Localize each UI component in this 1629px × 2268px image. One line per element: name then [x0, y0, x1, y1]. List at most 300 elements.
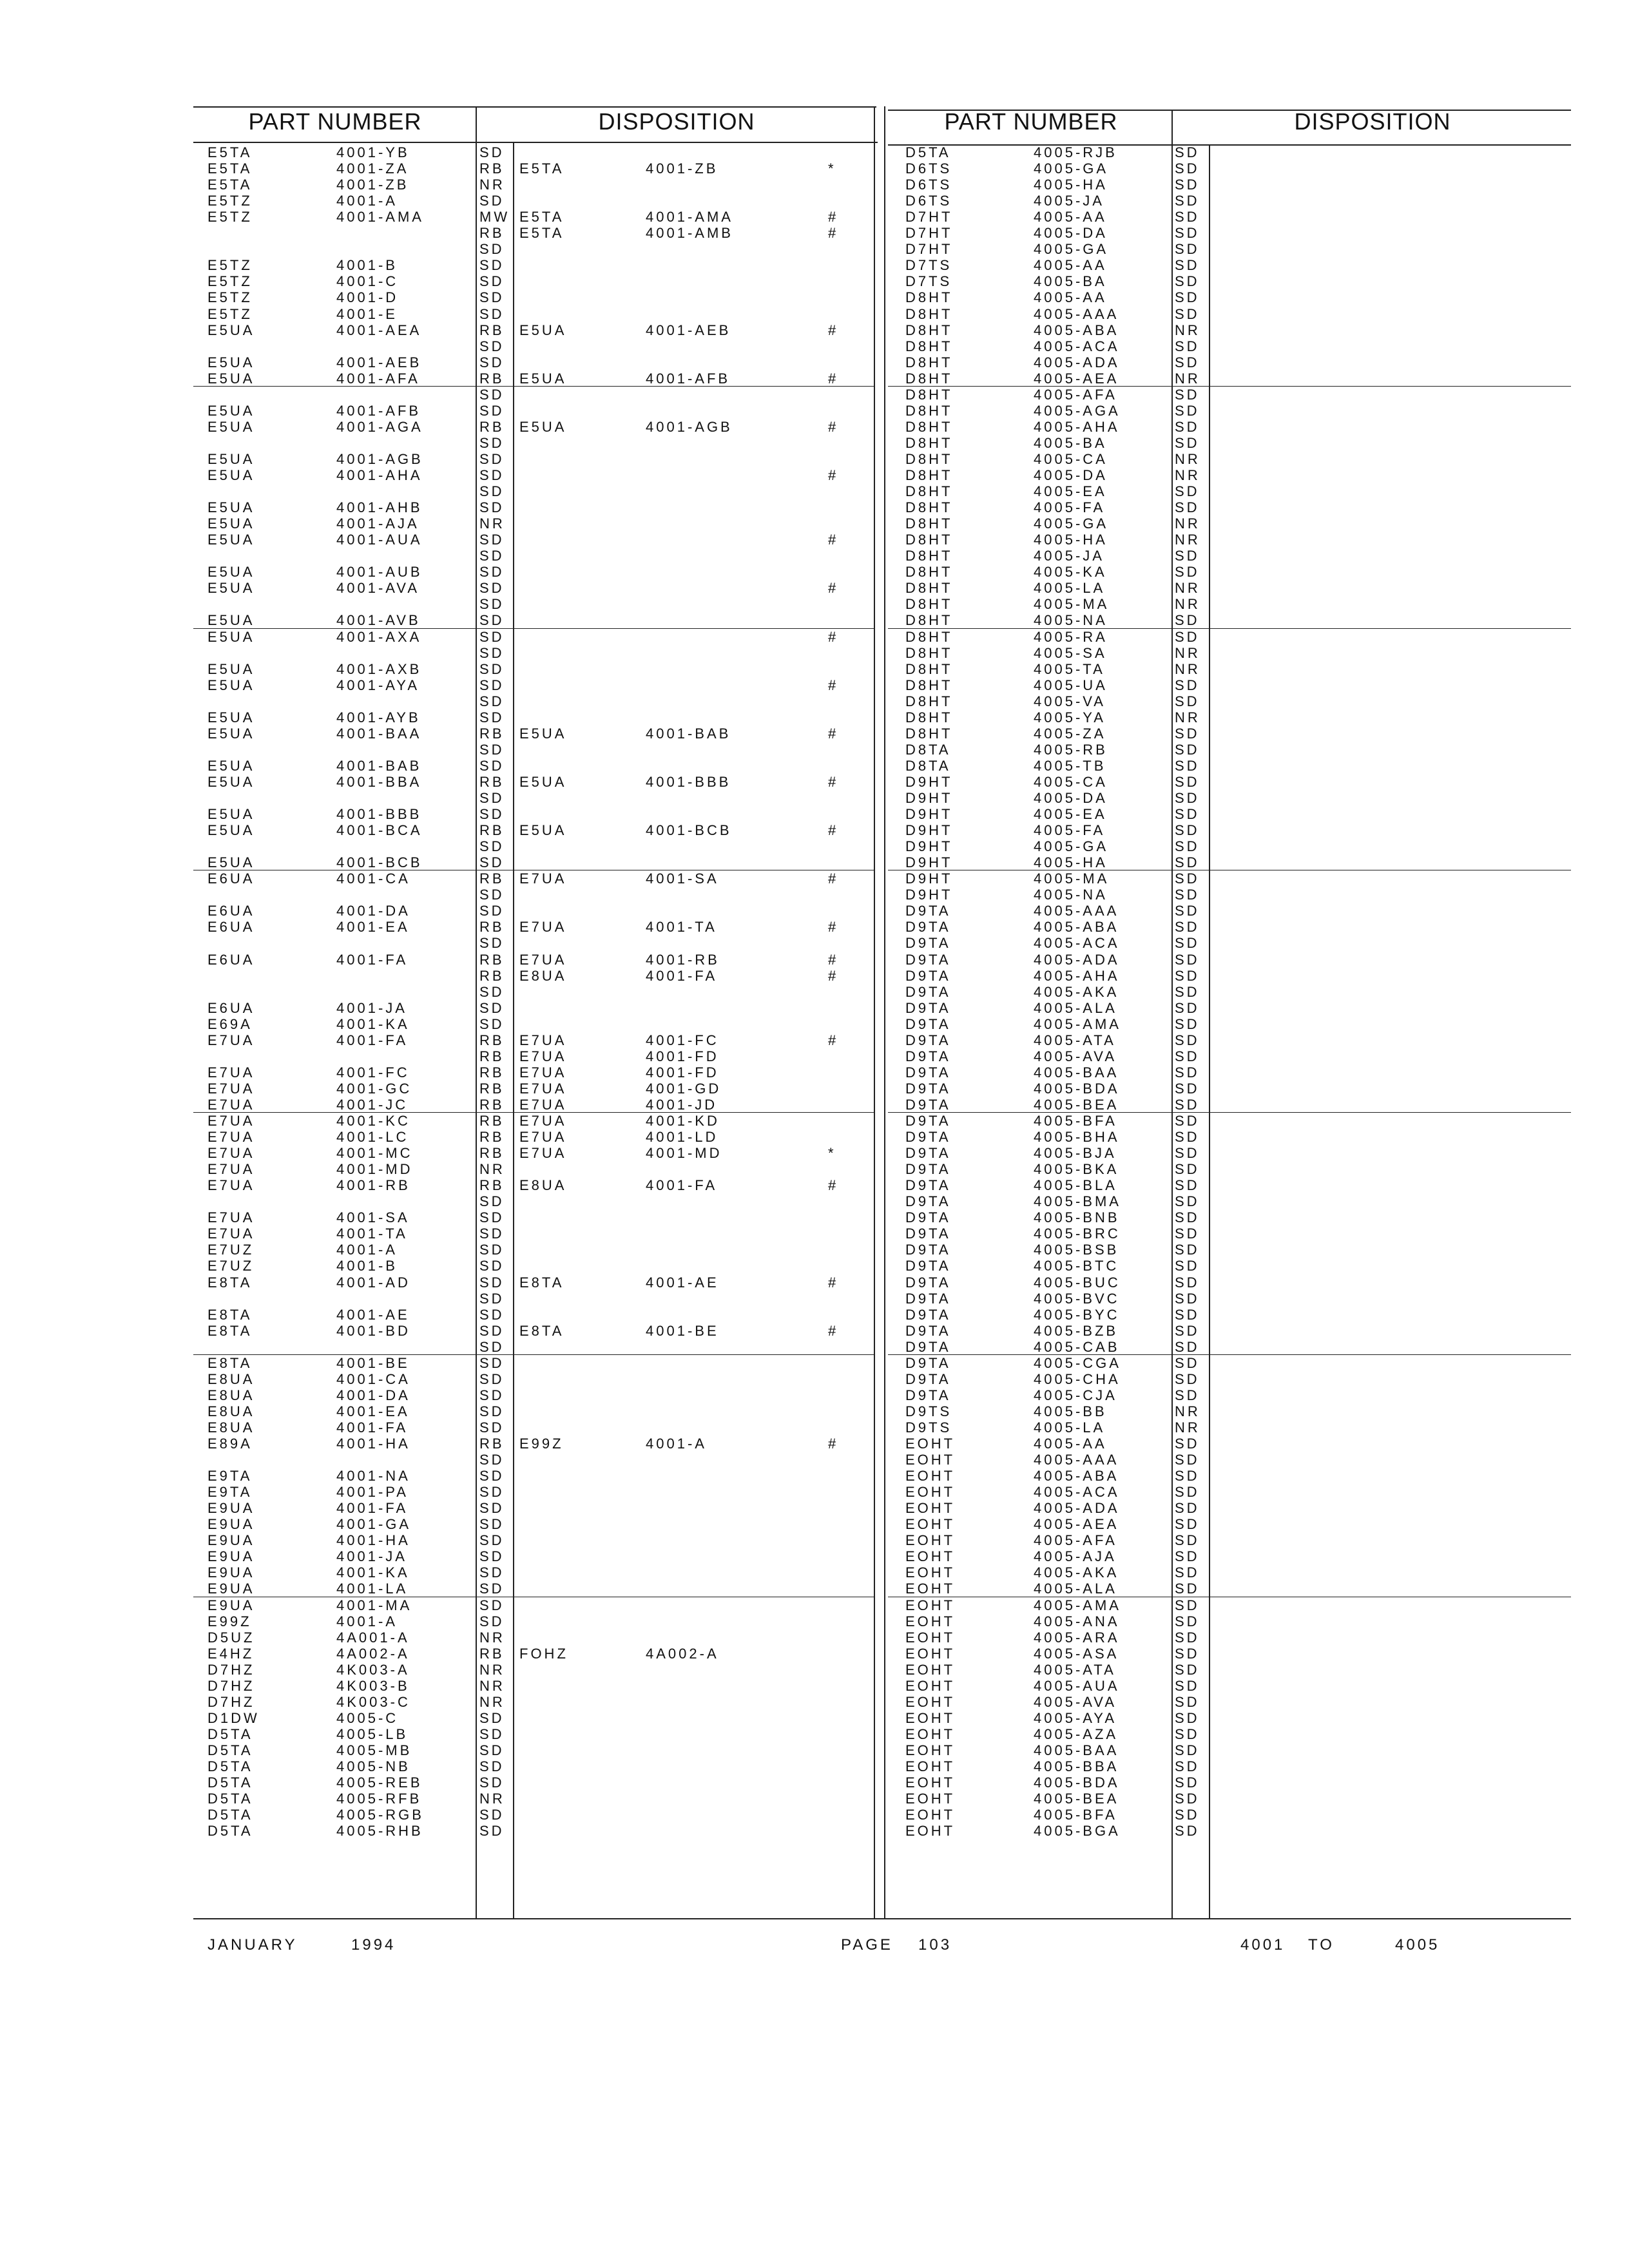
part-prefix: D9TA	[905, 1370, 951, 1387]
disposition-code: SD	[1175, 1096, 1200, 1113]
disposition-code: SD	[1175, 1064, 1200, 1081]
part-number: 4005-RFB	[336, 1791, 422, 1807]
disposition-code: SD	[1175, 951, 1200, 968]
part-prefix: D8HT	[905, 354, 953, 370]
disposition-code: SD	[1175, 1452, 1200, 1468]
part-number: 4001-BD	[336, 1322, 410, 1339]
disposition-code: RB	[479, 951, 505, 968]
part-prefix: D9TA	[905, 1015, 951, 1032]
part-number: 4001-ZB	[336, 177, 409, 193]
part-number: 4001-MA	[336, 1597, 412, 1613]
part-number: 4005-BBA	[1034, 1758, 1119, 1774]
disposition-code: NR	[479, 1661, 505, 1678]
group-separator-line	[888, 386, 1571, 387]
part-number: 4001-BAB	[336, 757, 422, 774]
note-mark: *	[828, 1145, 836, 1162]
part-prefix: E5TA	[207, 160, 253, 177]
part-prefix: D6TS	[905, 193, 952, 209]
part-number: 4005-AHA	[1034, 967, 1120, 984]
part-number: 4001-AXA	[336, 628, 422, 645]
disposition-code: SD	[479, 434, 505, 451]
part-prefix: E5UA	[207, 354, 255, 370]
replacement-prefix: E7UA	[519, 919, 567, 936]
part-prefix: D8TA	[905, 741, 951, 758]
part-number: 4001-AEB	[336, 354, 422, 370]
disposition-code: SD	[479, 1387, 505, 1403]
part-number: 4001-E	[336, 305, 398, 322]
replacement-prefix: E5UA	[519, 725, 567, 742]
part-prefix: D9TS	[905, 1403, 952, 1419]
part-prefix: D9TA	[905, 951, 951, 968]
part-prefix: EOHT	[905, 1548, 956, 1565]
part-prefix: E5UA	[207, 709, 255, 726]
disposition-code: SD	[479, 289, 505, 306]
part-prefix: EOHT	[905, 1597, 956, 1613]
part-prefix: D7TS	[905, 257, 952, 274]
part-prefix: E5TZ	[207, 273, 253, 290]
part-prefix: D8HT	[905, 660, 953, 677]
replacement-prefix: E7UA	[519, 1080, 567, 1097]
part-prefix: E9UA	[207, 1516, 255, 1533]
part-prefix: E7UZ	[207, 1258, 255, 1274]
center-divider-b	[884, 106, 885, 1918]
part-prefix: D9HT	[905, 854, 953, 871]
replacement-number: 4001-BCB	[646, 822, 732, 839]
replacement-number: 4001-AMB	[646, 225, 733, 242]
part-prefix: E9TA	[207, 1484, 253, 1501]
replacement-number: 4001-KD	[646, 1113, 720, 1129]
disposition-code: SD	[479, 903, 505, 919]
disposition-code: SD	[479, 1597, 505, 1613]
part-number: 4001-SA	[336, 1209, 410, 1226]
part-number: 4005-AA	[1034, 209, 1107, 226]
header-bottom-rule	[193, 142, 878, 143]
part-prefix: E7UA	[207, 1096, 255, 1113]
part-number: 4005-FA	[1034, 822, 1106, 839]
replacement-prefix: FOHZ	[519, 1645, 568, 1662]
disposition-code: NR	[479, 1693, 505, 1710]
disposition-code: SD	[1175, 1823, 1200, 1840]
disposition-code: NR	[1175, 596, 1200, 613]
footer-year: 1994	[351, 1936, 396, 1954]
part-number: 4001-PA	[336, 1484, 409, 1501]
disposition-code: NR	[1175, 580, 1200, 597]
note-mark: #	[828, 628, 839, 645]
part-number: 4005-RHB	[336, 1823, 423, 1840]
disposition-code: NR	[479, 1677, 505, 1694]
part-prefix: EOHT	[905, 1807, 956, 1823]
part-prefix: E9UA	[207, 1548, 255, 1565]
part-number: 4001-AFA	[336, 370, 420, 387]
group-separator-line	[888, 1354, 1571, 1355]
part-number: 4005-BA	[1034, 273, 1107, 290]
part-prefix: D5TA	[207, 1774, 253, 1791]
disposition-code: MW	[479, 209, 510, 226]
part-prefix: EOHT	[905, 1725, 956, 1742]
part-number: 4001-BCB	[336, 854, 423, 871]
part-prefix: D9TA	[905, 903, 951, 919]
part-prefix: E8TA	[207, 1322, 253, 1339]
part-number: 4001-HA	[336, 1436, 410, 1452]
part-prefix: E5TZ	[207, 193, 253, 209]
disposition-code: SD	[1175, 1484, 1200, 1501]
disposition-code: SD	[479, 1338, 505, 1355]
replacement-prefix: E5TA	[519, 160, 564, 177]
disposition-code: RB	[479, 725, 505, 742]
part-prefix: D9TA	[905, 967, 951, 984]
disposition-code: SD	[1175, 1177, 1200, 1194]
part-number: 4001-MD	[336, 1161, 413, 1178]
part-prefix: E7UZ	[207, 1242, 255, 1258]
disposition-code: RB	[479, 418, 505, 435]
part-prefix: EOHT	[905, 1500, 956, 1517]
disposition-code: RB	[479, 1064, 505, 1081]
part-number: 4005-MA	[1034, 596, 1110, 613]
replacement-number: 4001-FD	[646, 1064, 719, 1081]
part-number: 4005-NA	[1034, 887, 1108, 903]
part-number: 4001-ZA	[336, 160, 409, 177]
part-number: 4001-AGB	[336, 450, 423, 467]
disposition-code: SD	[479, 354, 505, 370]
part-number: 4001-JA	[336, 1548, 407, 1565]
disposition-code: SD	[1175, 790, 1200, 806]
replacement-number: 4A002-A	[646, 1645, 719, 1662]
replacement-number: 4001-BE	[646, 1322, 719, 1339]
part-number: 4005-BGA	[1034, 1823, 1121, 1840]
replacement-number: 4001-MD	[646, 1145, 722, 1162]
replacement-number: 4001-FA	[646, 967, 718, 984]
part-number: 4005-MB	[336, 1742, 412, 1758]
part-prefix: D9TA	[905, 1129, 951, 1146]
disposition-code: SD	[1175, 1387, 1200, 1403]
right-disposition-header: DISPOSITION	[1294, 108, 1451, 135]
disposition-code: RB	[479, 1048, 505, 1064]
part-number: 4001-LC	[336, 1129, 409, 1146]
disposition-code: RB	[479, 1113, 505, 1129]
replacement-prefix: E7UA	[519, 951, 567, 968]
disposition-code: SD	[1175, 1145, 1200, 1162]
part-number: 4005-RB	[1034, 741, 1108, 758]
part-prefix: E5UA	[207, 822, 255, 839]
part-prefix: D7HZ	[207, 1693, 255, 1710]
disposition-code: SD	[1175, 693, 1200, 709]
disposition-code: SD	[479, 1500, 505, 1517]
part-number: 4005-AZA	[1034, 1725, 1119, 1742]
disposition-code: NR	[1175, 660, 1200, 677]
part-number: 4001-MC	[336, 1145, 413, 1162]
disposition-code: SD	[479, 1807, 505, 1823]
part-prefix: D9TA	[905, 1242, 951, 1258]
part-number: 4001-BCA	[336, 822, 423, 839]
disposition-code: SD	[479, 741, 505, 758]
disposition-code: SD	[479, 1468, 505, 1485]
part-prefix: E5UA	[207, 725, 255, 742]
part-number: 4005-AKA	[1034, 1564, 1119, 1581]
part-prefix: EOHT	[905, 1823, 956, 1840]
part-prefix: E6UA	[207, 951, 255, 968]
part-prefix: D9TA	[905, 1274, 951, 1291]
part-prefix: D9TA	[905, 1113, 951, 1129]
part-prefix: D9TS	[905, 1419, 952, 1436]
disposition-code: SD	[479, 1548, 505, 1565]
part-number: 4005-ADA	[1034, 354, 1120, 370]
part-number: 4005-ZA	[1034, 725, 1106, 742]
disposition-code: NR	[479, 177, 505, 193]
part-number: 4005-ACA	[1034, 1484, 1120, 1501]
disposition-code: NR	[1175, 515, 1200, 532]
note-mark: #	[828, 677, 839, 693]
part-prefix: E7UA	[207, 1161, 255, 1178]
part-number: 4005-AMA	[1034, 1597, 1121, 1613]
left-part-number-header: PART NUMBER	[248, 108, 422, 135]
disposition-code: SD	[479, 1823, 505, 1840]
disposition-code: SD	[479, 1452, 505, 1468]
disposition-code: SD	[1175, 983, 1200, 1000]
part-number: 4001-JA	[336, 999, 407, 1016]
disposition-code: RB	[479, 1096, 505, 1113]
part-prefix: EOHT	[905, 1629, 956, 1646]
part-prefix: E5UA	[207, 418, 255, 435]
part-prefix: D8HT	[905, 725, 953, 742]
part-prefix: D9HT	[905, 806, 953, 823]
footer-page-label: PAGE	[841, 1936, 893, 1954]
part-number: 4001-AVA	[336, 580, 420, 597]
part-number: 4005-REB	[336, 1774, 423, 1791]
part-number: 4005-AGA	[1034, 402, 1121, 419]
disposition-code: SD	[479, 241, 505, 258]
part-number: 4005-BDA	[1034, 1080, 1120, 1097]
part-prefix: D9HT	[905, 870, 953, 887]
part-number: 4005-AKA	[1034, 983, 1119, 1000]
disposition-code: RB	[479, 322, 505, 338]
note-mark: #	[828, 225, 839, 242]
disposition-code: SD	[1175, 887, 1200, 903]
part-prefix: D9HT	[905, 790, 953, 806]
replacement-prefix: E7UA	[519, 1096, 567, 1113]
part-number: 4005-AUA	[1034, 1677, 1120, 1694]
replacement-prefix: E5UA	[519, 322, 567, 338]
disposition-code: RB	[479, 1177, 505, 1194]
part-prefix: D9HT	[905, 887, 953, 903]
part-number: 4005-GA	[1034, 515, 1109, 532]
note-mark: #	[828, 532, 839, 548]
part-prefix: E5TZ	[207, 305, 253, 322]
disposition-code: RB	[479, 1080, 505, 1097]
replacement-number: 4001-JD	[646, 1096, 718, 1113]
disposition-code: SD	[479, 838, 505, 855]
part-number: 4001-AFB	[336, 402, 421, 419]
part-number: 4005-ALA	[1034, 999, 1117, 1016]
part-number: 4005-CA	[1034, 773, 1108, 790]
disposition-code: SD	[479, 144, 505, 160]
disposition-code: SD	[1175, 1322, 1200, 1339]
part-number: 4005-HA	[1034, 854, 1108, 871]
disposition-code: SD	[479, 1581, 505, 1597]
disposition-code: SD	[1175, 1725, 1200, 1742]
note-mark: #	[828, 1322, 839, 1339]
part-prefix: D9TA	[905, 1032, 951, 1048]
disposition-code: SD	[1175, 757, 1200, 774]
part-prefix: EOHT	[905, 1758, 956, 1774]
right-code-divider	[1209, 144, 1210, 1918]
part-prefix: D8HT	[905, 434, 953, 451]
part-number: 4005-ADA	[1034, 1500, 1120, 1517]
part-number: 4005-BUC	[1034, 1274, 1121, 1291]
part-number: 4005-LB	[336, 1725, 409, 1742]
part-prefix: E7UA	[207, 1129, 255, 1146]
part-prefix: E5TZ	[207, 289, 253, 306]
part-prefix: D9TA	[905, 1322, 951, 1339]
part-number: 4005-NB	[336, 1758, 410, 1774]
disposition-code: SD	[1175, 1677, 1200, 1694]
part-prefix: D5TA	[207, 1742, 253, 1758]
disposition-code: SD	[1175, 483, 1200, 500]
part-number: 4005-AAA	[1034, 305, 1119, 322]
part-number: 4005-BA	[1034, 434, 1107, 451]
part-number: 4005-RJB	[1034, 144, 1117, 160]
disposition-code: SD	[1175, 402, 1200, 419]
disposition-code: SD	[479, 1419, 505, 1436]
disposition-code: SD	[1175, 338, 1200, 354]
part-prefix: D8HT	[905, 644, 953, 661]
part-number: 4005-RGB	[336, 1807, 424, 1823]
replacement-prefix: E7UA	[519, 1113, 567, 1129]
part-prefix: EOHT	[905, 1709, 956, 1726]
part-prefix: D7HT	[905, 225, 953, 242]
part-prefix: E5UA	[207, 677, 255, 693]
part-number: 4005-BVC	[1034, 1290, 1120, 1307]
part-prefix: E5TZ	[207, 257, 253, 274]
part-prefix: D9TA	[905, 1290, 951, 1307]
note-mark: #	[828, 951, 839, 968]
part-number: 4005-HA	[1034, 532, 1108, 548]
disposition-code: SD	[1175, 1209, 1200, 1226]
disposition-code: NR	[1175, 709, 1200, 726]
disposition-code: SD	[479, 1564, 505, 1581]
disposition-code: SD	[1175, 499, 1200, 516]
part-number: 4005-AHA	[1034, 418, 1120, 435]
disposition-code: SD	[1175, 418, 1200, 435]
part-number: 4001-GC	[336, 1080, 412, 1097]
part-number: 4005-UA	[1034, 677, 1108, 693]
part-prefix: EOHT	[905, 1742, 956, 1758]
part-prefix: D8HT	[905, 515, 953, 532]
note-mark: #	[828, 725, 839, 742]
disposition-code: NR	[1175, 322, 1200, 338]
note-mark: #	[828, 870, 839, 887]
part-prefix: E7UA	[207, 1177, 255, 1194]
disposition-code: SD	[1175, 1645, 1200, 1662]
part-prefix: D8HT	[905, 628, 953, 645]
disposition-code: SD	[1175, 1436, 1200, 1452]
disposition-code: SD	[479, 806, 505, 823]
part-number: 4005-BLA	[1034, 1177, 1117, 1194]
part-prefix: EOHT	[905, 1484, 956, 1501]
disposition-code: SD	[1175, 144, 1200, 160]
part-number: 4005-GA	[1034, 241, 1109, 258]
part-number: 4005-ANA	[1034, 1613, 1120, 1629]
disposition-code: SD	[1175, 193, 1200, 209]
part-number: 4005-KA	[1034, 564, 1107, 581]
part-prefix: D8HT	[905, 596, 953, 613]
disposition-code: SD	[1175, 1791, 1200, 1807]
part-prefix: D8HT	[905, 289, 953, 306]
part-number: 4001-BAA	[336, 725, 422, 742]
disposition-code: SD	[479, 935, 505, 952]
part-number: 4001-HA	[336, 1532, 410, 1549]
replacement-number: 4001-AGB	[646, 418, 733, 435]
disposition-code: SD	[1175, 257, 1200, 274]
replacement-prefix: E7UA	[519, 1064, 567, 1081]
part-prefix: D9TA	[905, 1096, 951, 1113]
part-prefix: EOHT	[905, 1774, 956, 1791]
disposition-code: RB	[479, 370, 505, 387]
part-number: 4005-TB	[1034, 757, 1106, 774]
disposition-code: SD	[1175, 838, 1200, 855]
part-prefix: E5TA	[207, 144, 253, 160]
part-number: 4005-RA	[1034, 628, 1108, 645]
group-separator-line	[193, 628, 874, 629]
disposition-code: RB	[479, 225, 505, 242]
part-prefix: E7UA	[207, 1113, 255, 1129]
part-number: 4005-BAA	[1034, 1064, 1119, 1081]
disposition-code: SD	[1175, 1048, 1200, 1064]
part-prefix: E8UA	[207, 1419, 255, 1436]
part-prefix: D7HT	[905, 209, 953, 226]
disposition-code: SD	[479, 1354, 505, 1371]
replacement-number: 4001-ZB	[646, 160, 718, 177]
left-disposition-header: DISPOSITION	[598, 108, 755, 135]
part-prefix: D9TA	[905, 1354, 951, 1371]
part-number: 4001-AE	[336, 1306, 410, 1323]
disposition-code: SD	[479, 1403, 505, 1419]
replacement-number: 4001-AE	[646, 1274, 719, 1291]
part-number: 4005-EA	[1034, 806, 1107, 823]
disposition-code: SD	[1175, 870, 1200, 887]
part-prefix: E8UA	[207, 1403, 255, 1419]
note-mark: #	[828, 1274, 839, 1291]
disposition-code: SD	[479, 1225, 505, 1242]
part-number: 4005-AFA	[1034, 386, 1117, 403]
header-bottom-rule-right	[888, 144, 1571, 146]
replacement-number: 4001-TA	[646, 919, 717, 936]
disposition-code: SD	[479, 450, 505, 467]
part-number: 4001-CA	[336, 1370, 410, 1387]
part-prefix: E5UA	[207, 515, 255, 532]
disposition-code: SD	[1175, 773, 1200, 790]
part-prefix: E7UA	[207, 1209, 255, 1226]
replacement-prefix: E5UA	[519, 418, 567, 435]
part-prefix: E5UA	[207, 628, 255, 645]
part-number: 4005-BHA	[1034, 1129, 1120, 1146]
part-number: 4005-JA	[1034, 548, 1104, 564]
part-prefix: E5UA	[207, 757, 255, 774]
replacement-prefix: E5TA	[519, 225, 564, 242]
part-prefix: D5TA	[207, 1725, 253, 1742]
part-number: 4001-FA	[336, 1032, 409, 1048]
table-bottom-rule	[193, 1918, 1571, 1919]
disposition-code: NR	[1175, 370, 1200, 387]
part-number: 4005-DA	[1034, 790, 1108, 806]
disposition-code: SD	[1175, 741, 1200, 758]
part-number: 4005-ALA	[1034, 1581, 1117, 1597]
part-number: 4005-DA	[1034, 467, 1108, 483]
part-number: 4005-BSB	[1034, 1242, 1119, 1258]
disposition-code: SD	[1175, 1742, 1200, 1758]
disposition-code: RB	[479, 1645, 505, 1662]
disposition-code: NR	[1175, 1403, 1200, 1419]
part-number: 4005-BEA	[1034, 1791, 1119, 1807]
